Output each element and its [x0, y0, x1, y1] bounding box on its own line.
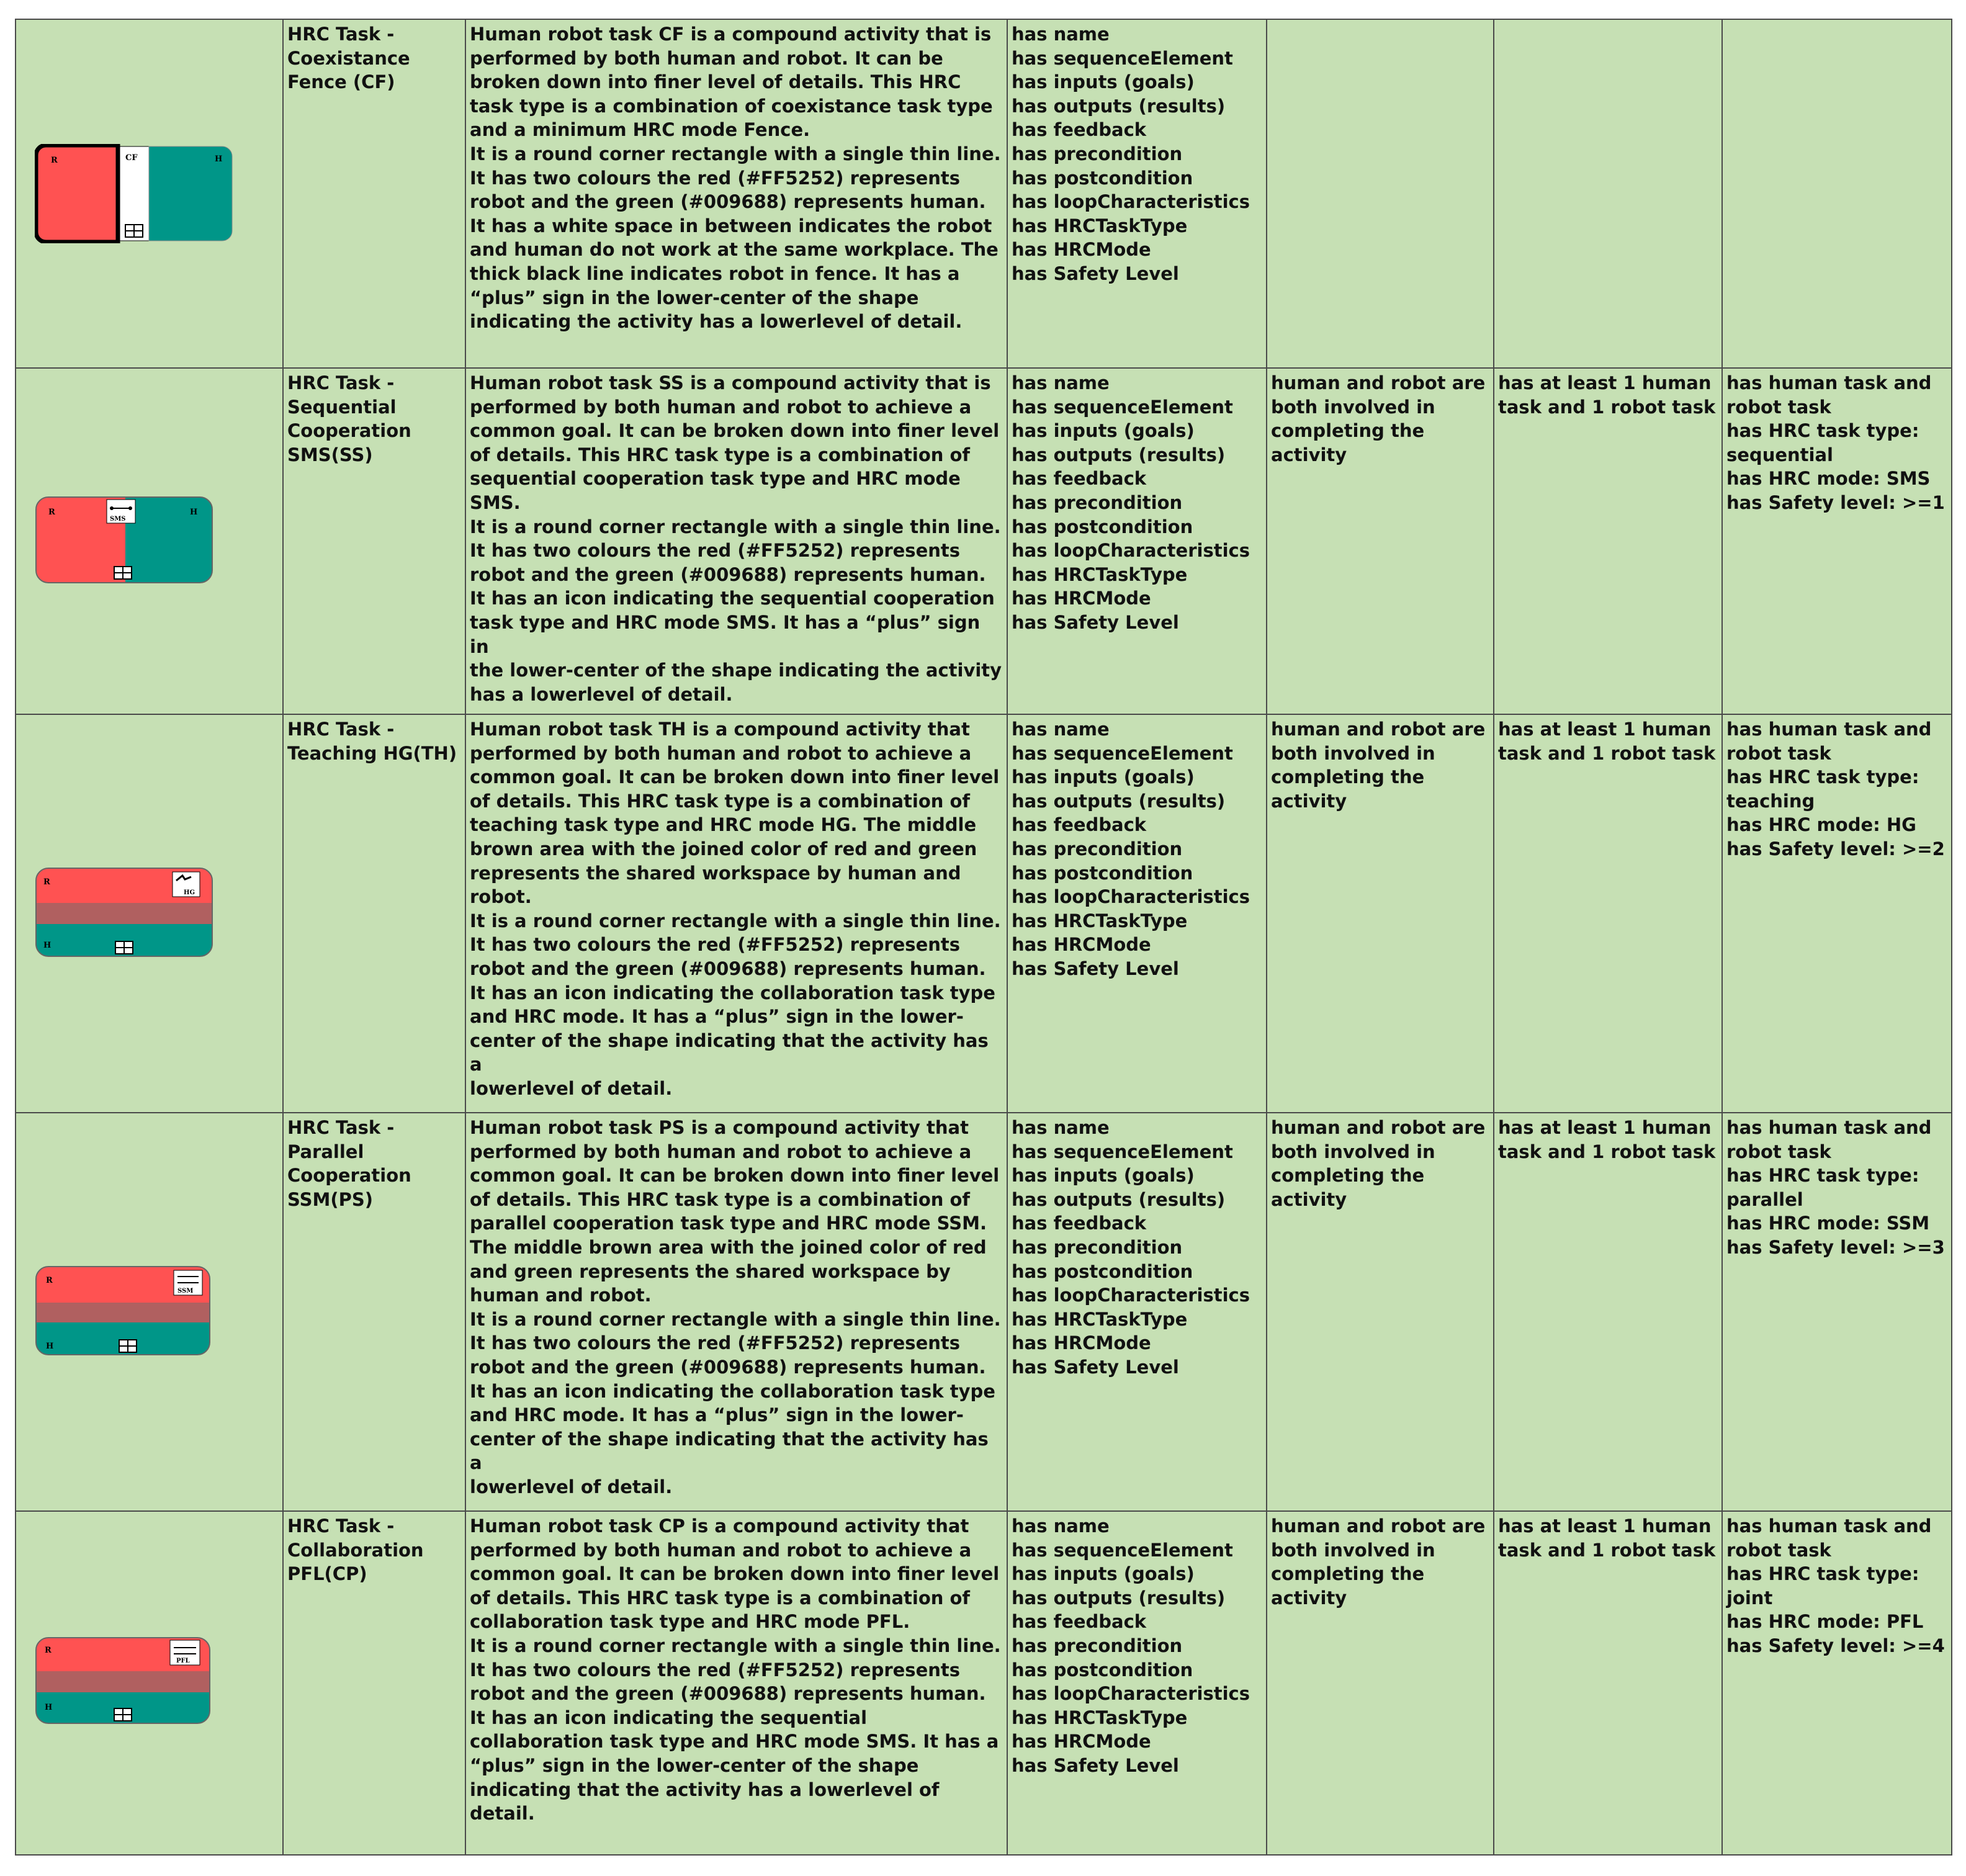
involvement-cell: human and robot are both involved in completing the activity — [1267, 1113, 1494, 1511]
human-label: H — [43, 941, 52, 950]
plus-sign-icon — [125, 225, 143, 237]
human-label: H — [215, 155, 223, 164]
attributes-cell: has name has sequenceElement has inputs (goals) has outputs (results) has feedback has precondition has postcondition has loopCharacteristics has HRCTaskType has HRCMode has Safety Level — [1007, 1113, 1267, 1511]
attributes-cell: has name has sequenceElement has inputs (goals) has outputs (results) has feedback has precondition has postcondition has loopCharacteristics has HRCTaskType has HRCMode has Safety Level — [1007, 368, 1267, 714]
involvement-cell: human and robot are both involved in completing the activity — [1267, 714, 1494, 1113]
hrc-shape-collaboration-icon — [35, 1636, 221, 1730]
task-name-cell: HRC Task - Teaching HG(TH) — [283, 714, 465, 1113]
attributes-cell: has name has sequenceElement has inputs (goals) has outputs (results) has feedback has precondition has postcondition has loopCharacteristics has HRCTaskType has HRCMode has Safety Level — [1007, 19, 1267, 368]
table-row-sequential — [16, 368, 1952, 714]
task-name-cell: HRC Task - Coexistance Fence (CF) — [283, 19, 465, 368]
table-row-coexistence-fence — [16, 19, 1952, 368]
shape-cell — [16, 19, 283, 368]
task-name-cell: HRC Task - Collaboration PFL(CP) — [283, 1511, 465, 1855]
mode-icon-label: SMS — [110, 516, 126, 523]
description-cell: Human robot task CF is a compound activity that is performed by both human and robot. It can be broken down into finer level of details. This HRC task type is a combination of coexistance task type and a minimum HRC mode Fence. It is a round corner rectangle with a single thin line. It has two colours the red (#FF5252) represents robot and the green (#009688) represents human. It has a white space in between indicates the robot and human do not work at the same workplace. The thick black line indicates robot in fence. It has a “plus” sign in the lower-center of the shape indicating the activity has a lowerlevel of detail. — [465, 19, 1007, 368]
table-row-collaboration — [16, 1511, 1952, 1855]
robot-label: R — [45, 1646, 52, 1655]
task-name-cell: HRC Task - Parallel Cooperation SSM(PS) — [283, 1113, 465, 1511]
hrc-shape-parallel-icon — [35, 1265, 221, 1358]
hrc-shape-sequential-icon — [35, 496, 221, 586]
robot-label: R — [51, 156, 58, 165]
constraint-cell — [1494, 19, 1722, 368]
table-row-teaching — [16, 714, 1952, 1113]
shape-cell — [16, 714, 283, 1113]
task-name-cell: HRC Task - Sequential Cooperation SMS(SS) — [283, 368, 465, 714]
properties-cell: has human task and robot task has HRC task type: sequential has HRC mode: SMS has Safety level: >=1 — [1722, 368, 1952, 714]
hrc-shape-coexistence-fence-icon — [35, 144, 233, 243]
mode-icon-label: PFL — [176, 1658, 190, 1664]
mode-icon-label: HG — [184, 889, 195, 896]
shape-cell — [16, 1511, 283, 1855]
plus-sign-icon — [114, 1708, 132, 1721]
human-label: H — [190, 508, 198, 517]
plus-sign-icon — [114, 567, 132, 579]
mode-icon-label: SSM — [177, 1288, 194, 1295]
teaching-mode-icon — [173, 872, 200, 897]
constraint-cell: has at least 1 human task and 1 robot task — [1494, 1511, 1722, 1855]
involvement-cell — [1267, 19, 1494, 368]
constraint-cell: has at least 1 human task and 1 robot task — [1494, 1113, 1722, 1511]
human-label: H — [46, 1342, 54, 1351]
properties-cell: has human task and robot task has HRC task type: teaching has HRC mode: HG has Safety level: >=2 — [1722, 714, 1952, 1113]
properties-cell: has human task and robot task has HRC task type: joint has HRC mode: PFL has Safety level: >=4 — [1722, 1511, 1952, 1855]
table-row-parallel — [16, 1113, 1952, 1511]
description-cell: Human robot task CP is a compound activity that performed by both human and robot to achieve a common goal. It can be broken down into finer level of details. This HRC task type is a combination of collaboration task type and HRC mode PFL. It is a round corner rectangle with a single thin line. It has two colours the red (#FF5252) represents robot and the green (#009688) represents human. It has an icon indicating the sequential collaboration task type and HRC mode SMS. It has a “plus” sign in the lower-center of the shape indicating that the activity has a lowerlevel of detail. — [465, 1511, 1007, 1855]
mode-icon-label: CF — [125, 153, 138, 163]
properties-cell: has human task and robot task has HRC task type: parallel has HRC mode: SSM has Safety level: >=3 — [1722, 1113, 1952, 1511]
involvement-cell: human and robot are both involved in completing the activity — [1267, 1511, 1494, 1855]
description-cell: Human robot task TH is a compound activity that performed by both human and robot to achieve a common goal. It can be broken down into finer level of details. This HRC task type is a combination of teaching task type and HRC mode HG. The middle brown area with the joined color of red and green represents the shared workspace by human and robot. It is a round corner rectangle with a single thin line. It has two colours the red (#FF5252) represents robot and the green (#009688) represents human. It has an icon indicating the collaboration task type and HRC mode. It has a “plus” sign in the lower- center of the shape indicating that the activity has a lowerlevel of detail. — [465, 714, 1007, 1113]
plus-sign-icon — [119, 1340, 137, 1352]
attributes-cell: has name has sequenceElement has inputs (goals) has outputs (results) has feedback has precondition has postcondition has loopCharacteristics has HRCTaskType has HRCMode has Safety Level — [1007, 714, 1267, 1113]
description-cell: Human robot task SS is a compound activity that is performed by both human and robot to achieve a common goal. It can be broken down into finer level of details. This HRC task type is a combination of sequential cooperation task type and HRC mode SMS. It is a round corner rectangle with a single thin line. It has two colours the red (#FF5252) represents robot and the green (#009688) represents human. It has an icon indicating the sequential cooperation task type and HRC mode SMS. It has a “plus” sign in the lower-center of the shape indicating the activity has a lowerlevel of detail. — [465, 368, 1007, 714]
parallel-mode-icon — [174, 1270, 202, 1295]
properties-cell — [1722, 19, 1952, 368]
attributes-cell: has name has sequenceElement has inputs (goals) has outputs (results) has feedback has precondition has postcondition has loopCharacteristics has HRCTaskType has HRCMode has Safety Level — [1007, 1511, 1267, 1855]
hrc-task-table — [15, 19, 1952, 1856]
collaboration-mode-icon — [170, 1640, 200, 1665]
sequential-mode-icon — [107, 500, 135, 523]
robot-label: R — [46, 1276, 53, 1285]
robot-label: R — [43, 877, 50, 887]
constraint-cell: has at least 1 human task and 1 robot task — [1494, 714, 1722, 1113]
involvement-cell: human and robot are both involved in completing the activity — [1267, 368, 1494, 714]
human-label: H — [45, 1703, 53, 1712]
shape-cell — [16, 1113, 283, 1511]
constraint-cell: has at least 1 human task and 1 robot task — [1494, 368, 1722, 714]
robot-label: R — [48, 508, 55, 517]
plus-sign-icon — [115, 941, 133, 954]
shape-cell — [16, 368, 283, 714]
hrc-shape-teaching-icon — [35, 867, 221, 960]
description-cell: Human robot task PS is a compound activity that performed by both human and robot to achieve a common goal. It can be broken down into finer level of details. This HRC task type is a combination of parallel cooperation task type and HRC mode SSM. The middle brown area with the joined color of red and green represents the shared workspace by human and robot. It is a round corner rectangle with a single thin line. It has two colours the red (#FF5252) represents robot and the green (#009688) represents human. It has an icon indicating the collaboration task type and HRC mode. It has a “plus” sign in the lower- center of the shape indicating that the activity has a lowerlevel of detail. — [465, 1113, 1007, 1511]
